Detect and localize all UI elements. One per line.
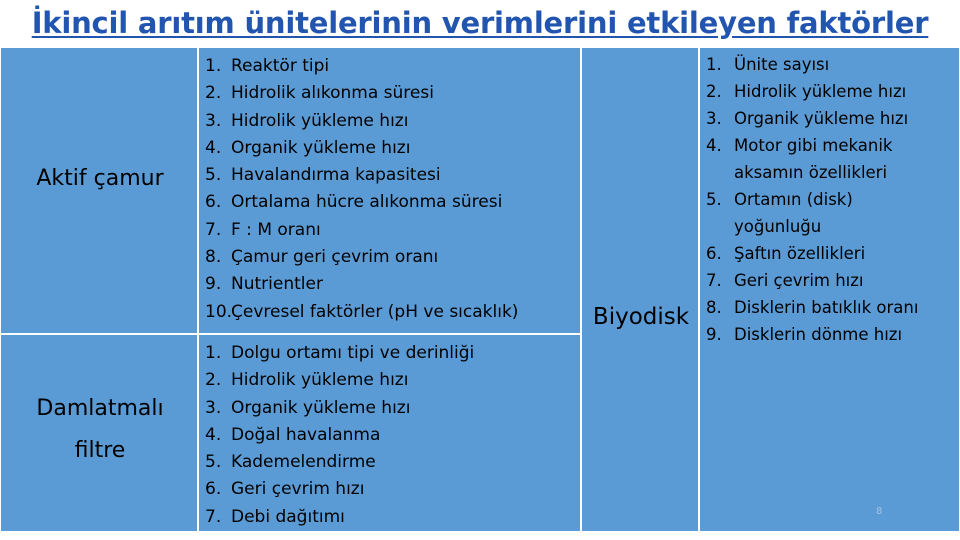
item-number: 3.	[205, 110, 222, 131]
damlatmali-list-cell	[198, 334, 581, 532]
list-item	[205, 395, 474, 422]
list-item	[205, 189, 518, 216]
item-text: Organik yükleme hızı	[231, 137, 411, 158]
item-text: Hidrolik yükleme hızı	[231, 110, 409, 131]
list-item	[205, 504, 474, 531]
list-item	[205, 422, 474, 449]
item-text: Hidrolik yükleme hızı	[734, 82, 907, 101]
item-text: Hidrolik alıkonma süresi	[231, 83, 434, 104]
list-item	[205, 244, 518, 271]
item-number: 1.	[706, 55, 722, 74]
biyodisk-label-cell	[581, 47, 699, 532]
aktif-label-cell	[0, 47, 198, 334]
item-text: Nutrientler	[231, 274, 323, 295]
item-number: 10.	[205, 301, 233, 322]
item-number: 4.	[205, 424, 222, 445]
damlatmali-label-cell	[0, 334, 198, 532]
item-number: 7.	[205, 506, 222, 527]
list-item	[205, 299, 518, 326]
list-item	[205, 108, 518, 135]
item-text: Motor gibi mekanik aksamın özellikleri	[734, 136, 893, 182]
item-text: Havalandırma kapasitesi	[231, 165, 441, 186]
list-item	[205, 271, 518, 298]
item-text: Debi dağıtımı	[231, 506, 345, 527]
list-item	[205, 217, 518, 244]
list-item	[205, 135, 518, 162]
item-number: 5.	[205, 452, 222, 473]
item-number: 6.	[706, 244, 722, 263]
item-number: 4.	[706, 136, 722, 155]
item-text: Organik yükleme hızı	[231, 397, 411, 418]
item-text: Ortalama hücre alıkonma süresi	[231, 192, 503, 213]
item-number: 6.	[205, 479, 222, 500]
item-number: 9.	[706, 325, 722, 344]
item-text: Disklerin dönme hızı	[734, 325, 903, 344]
damlatmali-label-line2: filtre	[74, 438, 126, 463]
item-text: Dolgu ortamı tipi ve derinliği	[231, 343, 475, 363]
item-text: Disklerin batıklık oranı	[734, 298, 919, 317]
list-item	[205, 367, 474, 394]
item-text: Kademelendirme	[231, 452, 376, 473]
item-text: Geri çevrim hızı	[231, 479, 365, 500]
item-number: 8.	[706, 298, 722, 317]
item-number: 7.	[706, 271, 722, 290]
list-item	[706, 240, 929, 267]
page-number: 8	[876, 506, 883, 517]
item-number: 5.	[706, 190, 722, 209]
item-number: 7.	[205, 219, 222, 240]
list-item	[706, 321, 929, 348]
item-number: 4.	[205, 137, 222, 158]
item-text: F : M oranı	[231, 219, 321, 240]
item-number: 3.	[706, 109, 722, 128]
item-number: 5.	[205, 165, 222, 186]
list-item	[205, 476, 474, 503]
list-item	[706, 105, 929, 132]
aktif-list-cell	[198, 47, 581, 334]
list-item	[706, 186, 929, 240]
item-number: 6.	[205, 192, 222, 213]
list-item	[706, 267, 929, 294]
biyodisk-list-cell	[699, 47, 960, 532]
item-text: Hidrolik yükleme hızı	[231, 370, 409, 391]
damlatmali-label-line1: Damlatmalı	[36, 396, 164, 421]
item-text: Reaktör tipi	[231, 56, 330, 76]
item-number: 2.	[706, 82, 722, 101]
list-item	[205, 80, 518, 107]
item-text: Ünite sayısı	[734, 55, 830, 74]
list-item	[706, 78, 929, 105]
item-number: 8.	[205, 247, 222, 268]
list-item	[205, 449, 474, 476]
item-text: Doğal havalanma	[231, 424, 381, 445]
item-number: 2.	[205, 83, 222, 104]
list-item	[205, 340, 474, 367]
item-text: Geri çevrim hızı	[734, 271, 864, 290]
item-text: Ortamın (disk) yoğunluğu	[734, 190, 853, 236]
item-text: Çamur geri çevrim oranı	[231, 247, 439, 268]
item-number: 2.	[205, 370, 222, 391]
item-text: Organik yükleme hızı	[734, 109, 909, 128]
item-text: Çevresel faktörler (pH ve sıcaklık)	[231, 301, 519, 322]
item-number: 3.	[205, 397, 222, 418]
page-title: İkincil arıtım ünitelerinin verimlerini etkileyen faktörler	[31, 6, 929, 40]
list-item	[205, 53, 518, 80]
list-item	[706, 51, 929, 78]
aktif-factor-list	[205, 53, 518, 326]
item-number: 1.	[205, 56, 222, 76]
list-item	[706, 294, 929, 321]
list-item	[205, 162, 518, 189]
aktif-label: Aktif çamur	[36, 166, 164, 191]
list-item	[706, 132, 929, 186]
damlatmali-label	[1, 388, 199, 472]
item-text: Şaftın özellikleri	[734, 244, 866, 263]
item-number: 9.	[205, 274, 222, 295]
damlatmali-factor-list	[205, 340, 474, 531]
biyodisk-factor-list	[706, 51, 929, 348]
item-number: 1.	[205, 343, 222, 363]
biyodisk-label: Biyodisk	[592, 304, 690, 330]
